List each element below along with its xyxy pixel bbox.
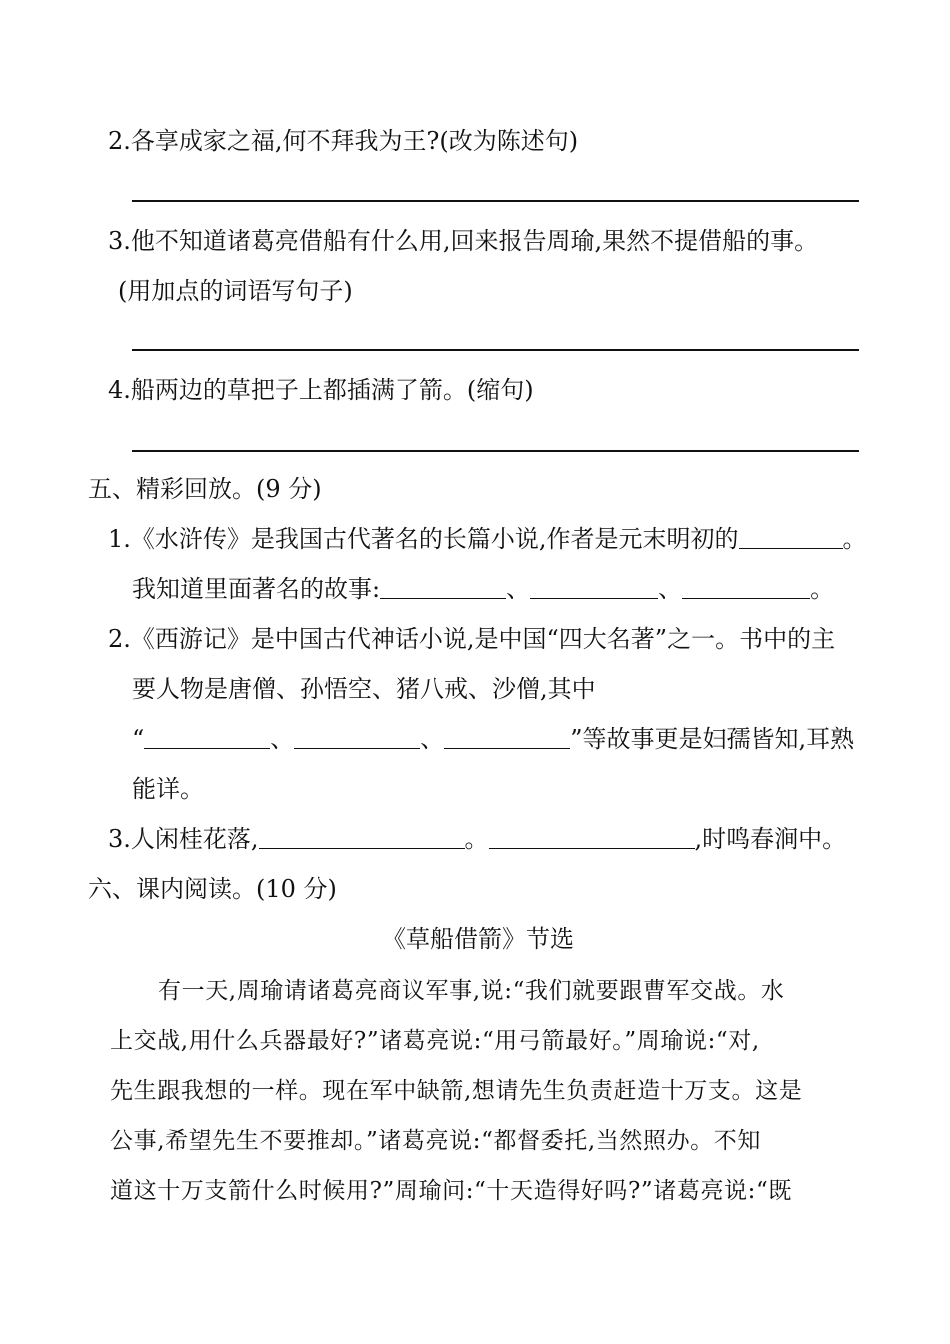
passage-line-5: 道这十万支箭什么时候用?”周瑜问:“十天造得好吗?”诸葛亮说:“既: [110, 1178, 792, 1204]
question-5-1-text: 1.《水浒传》是我国古代著名的长篇小说,作者是元末明初的: [108, 525, 739, 553]
blank-poem-2[interactable]: [489, 824, 695, 849]
punct: 、: [270, 725, 295, 753]
question-5-1-story-prompt: 我知道里面著名的故事:: [132, 575, 381, 603]
section-5-heading: 五、精彩回放。(9 分): [88, 475, 322, 503]
punct: 。: [810, 575, 835, 603]
question-4-3: 3.他不知道诸葛亮借船有什么用,回来报告周瑜,果然不提借船的事。: [108, 227, 819, 255]
blank-xyj-story-1[interactable]: [144, 724, 270, 749]
poem-line-1: 3.人闲桂花落,: [108, 825, 259, 853]
blank-story-1[interactable]: [380, 574, 506, 599]
question-5-2-line4: 能详。: [132, 775, 204, 803]
blank-poem-1[interactable]: [259, 824, 465, 849]
question-4-4: 4.船两边的草把子上都插满了箭。(缩句): [108, 376, 534, 404]
punct: 。: [842, 525, 867, 553]
blank-story-2[interactable]: [530, 574, 658, 599]
punct: 。: [464, 825, 489, 853]
question-4-2: 2.各享成家之福,何不拜我为王?(改为陈述句): [108, 127, 579, 155]
poem-line-3: ,时鸣春涧中。: [694, 825, 847, 853]
answer-line-4-4[interactable]: [132, 450, 859, 452]
punct: 、: [420, 725, 445, 753]
open-quote: “: [132, 725, 145, 753]
passage-line-4: 公事,希望先生不要推却。”诸葛亮说:“都督委托,当然照办。不知: [110, 1128, 761, 1154]
question-5-1-line1: [108, 524, 867, 554]
passage-title: 《草船借箭》节选: [382, 925, 574, 953]
question-4-3-instruction: (用加点的词语写句子): [118, 277, 353, 305]
passage-line-2: 上交战,用什么兵器最好?”诸葛亮说:“用弓箭最好。”周瑜说:“对,: [110, 1028, 760, 1054]
punct: 、: [658, 575, 683, 603]
blank-author[interactable]: [739, 524, 843, 549]
question-5-1-line2: [132, 574, 834, 604]
section-6-heading: 六、课内阅读。(10 分): [88, 875, 337, 903]
question-5-2-line2: 要人物是唐僧、孙悟空、猪八戒、沙僧,其中: [132, 675, 596, 703]
answer-line-4-2[interactable]: [132, 200, 859, 202]
blank-xyj-story-3[interactable]: [444, 724, 570, 749]
passage-line-1: 有一天,周瑜请诸葛亮商议军事,说:“我们就要跟曹军交战。水: [158, 978, 785, 1004]
question-5-3: [108, 824, 846, 854]
question-5-2-tail: ”等故事更是妇孺皆知,耳熟: [570, 725, 855, 753]
question-5-2-line1: 2.《西游记》是中国古代神话小说,是中国“四大名著”之一。书中的主: [108, 625, 836, 653]
blank-story-3[interactable]: [682, 574, 810, 599]
answer-line-4-3[interactable]: [132, 349, 859, 351]
punct: 、: [506, 575, 531, 603]
question-5-2-line3: [132, 724, 854, 754]
passage-line-3: 先生跟我想的一样。现在军中缺箭,想请先生负责赶造十万支。这是: [110, 1078, 803, 1104]
blank-xyj-story-2[interactable]: [294, 724, 420, 749]
